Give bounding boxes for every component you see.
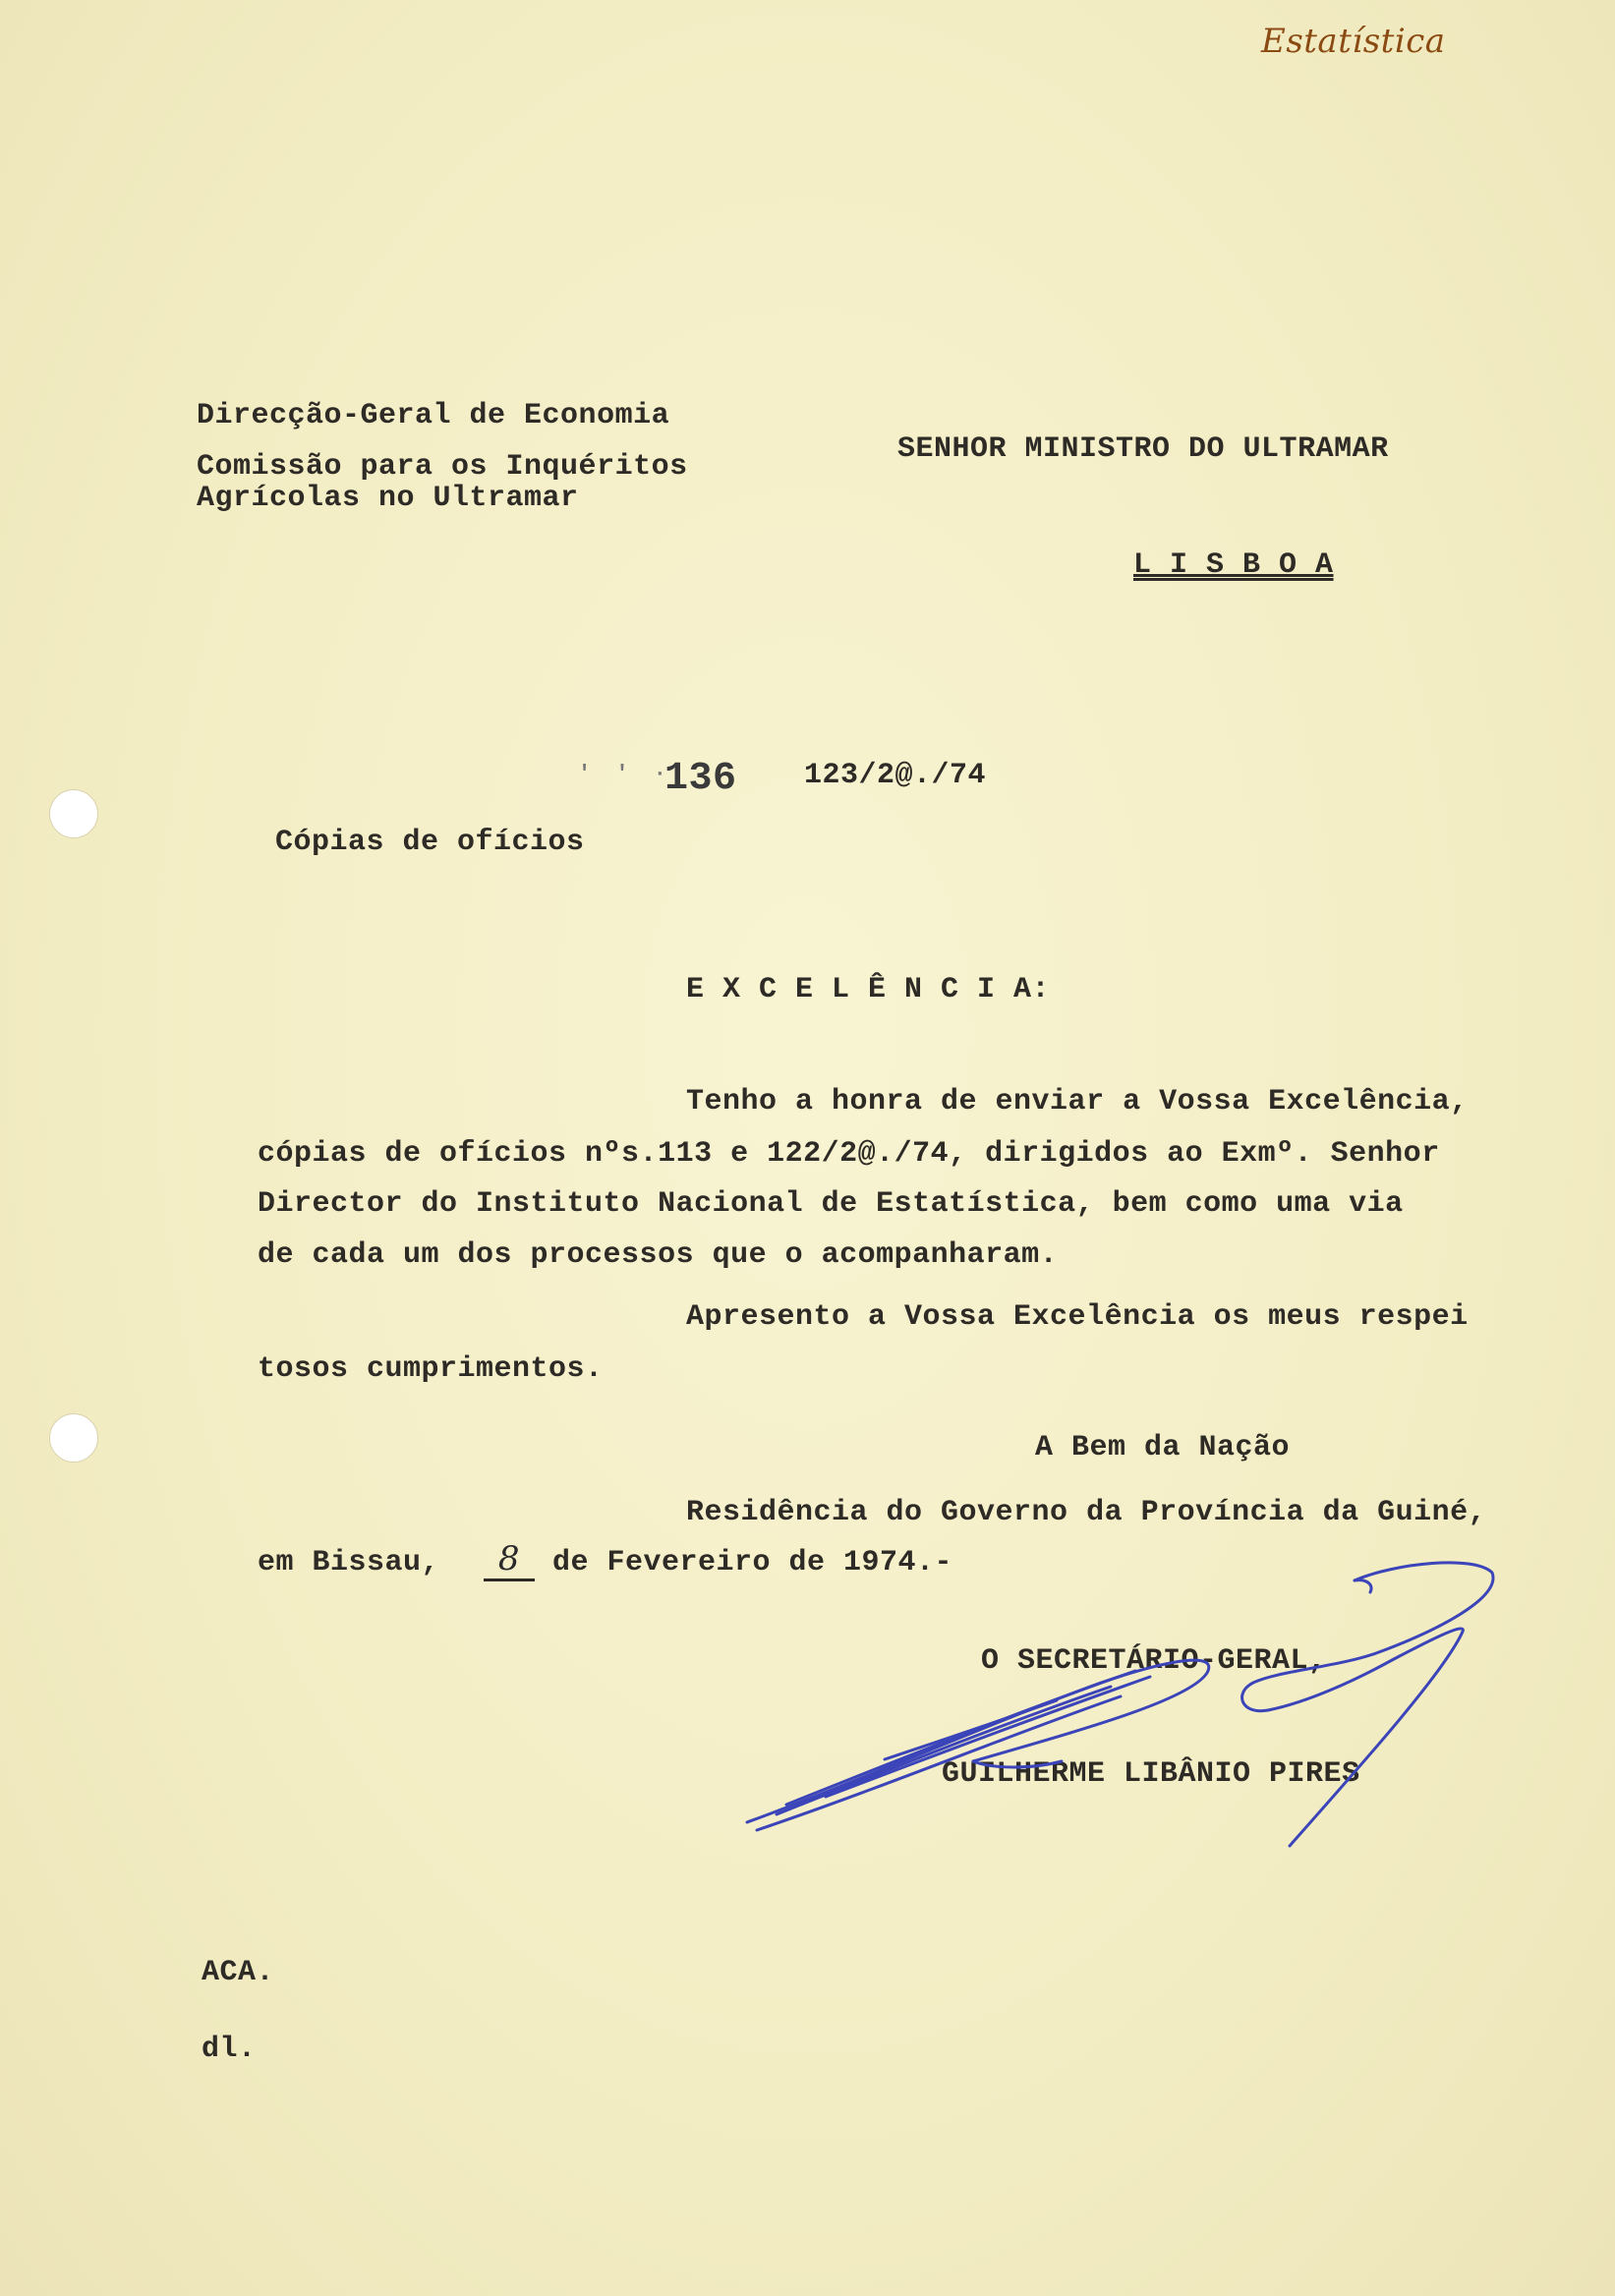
- sender-line-3: Agrícolas no Ultramar: [197, 482, 579, 515]
- closing-place: Residência do Governo da Província da Guiné,: [686, 1496, 1487, 1529]
- body-line-5: Apresento a Vossa Excelência os meus respei: [686, 1300, 1469, 1334]
- signature-scrawl: [747, 1563, 1493, 1846]
- closing-date-day: 8: [484, 1539, 535, 1581]
- closing-motto: A Bem da Nação: [1035, 1431, 1291, 1464]
- subject: Cópias de ofícios: [275, 826, 585, 859]
- salutation: E X C E L Ê N C I A:: [686, 973, 1051, 1006]
- sender-line-1: Direcção-Geral de Economia: [197, 399, 670, 432]
- recipient-city: L I S B O A: [1133, 548, 1334, 582]
- signature-role: O SECRETÁRIO-GERAL,: [981, 1644, 1327, 1678]
- signature-name: GUILHERME LIBÂNIO PIRES: [942, 1757, 1360, 1791]
- handwritten-annotation: Estatística: [1261, 22, 1446, 61]
- closing-date-prefix: em Bissau,: [258, 1546, 440, 1579]
- recipient-title: SENHOR MINISTRO DO ULTRAMAR: [897, 432, 1389, 466]
- footer-initials-1: ACA.: [202, 1956, 275, 1989]
- body-line-6: tosos cumprimentos.: [258, 1352, 604, 1386]
- body-line-4: de cada um dos processos que o acompanharam.: [258, 1238, 1059, 1272]
- footer-initials-2: dl.: [202, 2033, 257, 2066]
- reference-stamp-number: 136: [664, 757, 737, 801]
- body-line-1: Tenho a honra de enviar a Vossa Excelência,: [686, 1085, 1469, 1119]
- reference-dots: ' ' ·: [578, 762, 673, 786]
- body-line-2: cópias de ofícios nºs.113 e 122/2@./74, dirigidos ao Exmº. Senhor: [258, 1137, 1440, 1171]
- reference-number: 123/2@./74: [804, 759, 987, 792]
- closing-date-suffix: de Fevereiro de 1974.-: [552, 1546, 953, 1579]
- body-line-3: Director do Instituto Nacional de Estatística, bem como uma via: [258, 1187, 1404, 1221]
- sender-line-2: Comissão para os Inquéritos: [197, 450, 688, 484]
